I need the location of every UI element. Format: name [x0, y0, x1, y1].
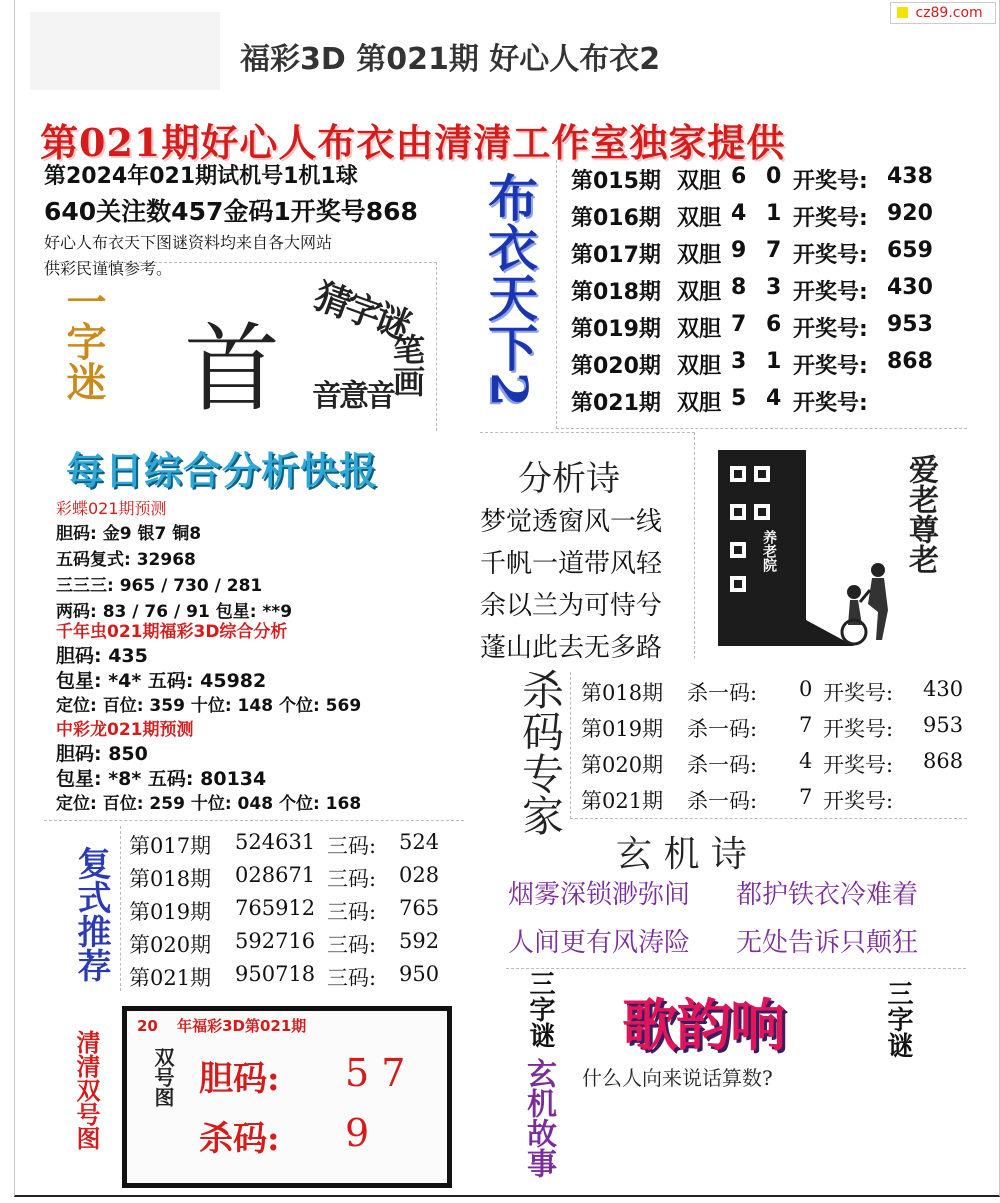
- header-logo-blank: [30, 12, 220, 90]
- history-period: 第015期: [571, 169, 661, 194]
- fushi-row: [121, 826, 461, 859]
- fushi-row: [121, 892, 461, 925]
- fushi-code: 765912: [235, 896, 316, 920]
- intro-line-2: 640关注数457金码1开奖号868: [44, 197, 418, 226]
- fushi-result: 950: [399, 962, 440, 986]
- history-type: 双胆: [677, 317, 722, 342]
- kill-row: [571, 744, 967, 780]
- history-type: 双胆: [677, 354, 722, 379]
- history-row: [557, 197, 967, 234]
- fushi-period: 第019期: [129, 900, 212, 924]
- zhongcailong-dan: 胆码: 850: [56, 743, 148, 765]
- xuanji-poem-line-2b: 无处告诉只颠狂: [736, 928, 919, 958]
- history-result-label: 开奖号:: [793, 243, 868, 268]
- fushi-period: 第018期: [129, 867, 212, 891]
- riddle-one-hint-3: 音意音: [312, 379, 393, 414]
- analysis-poem-title: 分析诗: [518, 459, 620, 499]
- qiannian-bao: 包星: *4* 五码: 45982: [56, 670, 267, 692]
- fushi-result-label: 三码:: [327, 933, 377, 957]
- fushi-result: 592: [399, 929, 440, 953]
- history-period: 第021期: [571, 391, 661, 416]
- intro-block: [44, 160, 464, 278]
- intro-line-3: 好心人布衣天下图谜资料均来自各大网站: [44, 233, 333, 252]
- qingqing-dan-label: 胆码:: [199, 1059, 280, 1099]
- analysis-poem-line: 梦觉透窗风一线: [480, 507, 663, 537]
- history-row: [557, 160, 967, 197]
- fushi-row: [121, 859, 461, 892]
- kill-result-label: 开奖号:: [823, 717, 894, 741]
- history-result: 953: [887, 312, 933, 337]
- xuanji-poem-title: 玄 机 诗: [616, 834, 747, 875]
- elder-care-image: [704, 440, 948, 660]
- kill-num: 4: [799, 749, 813, 773]
- fushi-result: 524: [399, 830, 440, 854]
- fushi-code: 950718: [235, 962, 316, 986]
- kill-expert-label: 杀码专家: [516, 668, 565, 836]
- qingqing-card: [122, 1006, 452, 1188]
- kill-type: 杀一码:: [687, 717, 758, 741]
- watermark-text: cz89.com: [915, 5, 983, 21]
- caidie-three: 三三三: 965 / 730 / 281: [56, 576, 263, 596]
- kill-row: [571, 672, 967, 708]
- history-period: 第018期: [571, 280, 661, 305]
- intro-line-1: 第2024年021期试机号1机1球: [44, 164, 358, 189]
- riddle-one-hint-2: 笔画: [388, 333, 426, 397]
- history-period: 第020期: [571, 354, 661, 379]
- kill-row: [571, 708, 967, 744]
- kill-num: 7: [799, 713, 813, 737]
- qiannian-title: 千年虫021期福彩3D综合分析: [56, 622, 288, 642]
- history-type: 双胆: [677, 169, 722, 194]
- history-row: [557, 345, 967, 382]
- fushi-result: 765: [399, 896, 440, 920]
- qingqing-card-title: [137, 1015, 306, 1036]
- history-nums: 7 6: [731, 312, 788, 337]
- history-type: 双胆: [677, 280, 722, 305]
- kill-period: 第020期: [581, 753, 664, 777]
- fushi-result-label: 三码:: [327, 834, 377, 858]
- kill-result: 953: [923, 713, 964, 737]
- three-riddle-story-label: 玄机故事: [521, 1058, 556, 1178]
- fushi-result-label: 三码:: [327, 966, 377, 990]
- qingqing-card-side: 双号图: [151, 1047, 175, 1107]
- elder-care-sign: 养老院: [761, 530, 777, 572]
- caidie-two: 两码: 83 / 76 / 91 包星: **9: [56, 602, 293, 622]
- analysis-poem-line: 蓬山此去无多路: [480, 633, 663, 663]
- kill-result-label: 开奖号:: [823, 789, 894, 813]
- history-period: 第017期: [571, 243, 661, 268]
- riddle-one-hint-1: 猜字谜: [308, 274, 414, 348]
- fushi-row: [121, 925, 461, 958]
- kill-period: 第021期: [581, 789, 664, 813]
- zhongcailong-title: 中彩龙021期预测: [56, 720, 194, 740]
- history-result: 438: [887, 164, 933, 189]
- history-result-label: 开奖号:: [793, 169, 868, 194]
- history-table: [556, 160, 967, 429]
- three-riddle-question: 什么人向来说话算数?: [582, 1066, 773, 1090]
- kill-type: 杀一码:: [687, 753, 758, 777]
- fushi-table: [120, 826, 461, 991]
- fushi-label: 复式推荐: [71, 846, 111, 982]
- xuanji-poem-line-1a: 烟雾深锁渺弥间: [508, 880, 691, 910]
- history-period: 第019期: [571, 317, 661, 342]
- three-riddle-right-label: 三字谜: [883, 980, 913, 1058]
- history-row: [557, 308, 967, 345]
- qingqing-label: 清清双号图: [72, 1030, 101, 1150]
- fushi-code: 524631: [235, 830, 316, 854]
- qingqing-sha-value: 9: [345, 1111, 370, 1155]
- zhongcailong-ding: 定位: 百位: 259 十位: 048 个位: 168: [56, 794, 362, 814]
- history-type: 双胆: [677, 206, 722, 231]
- history-result: 868: [887, 349, 933, 374]
- xuanji-poem-box: [504, 820, 966, 966]
- qingqing-sha-label: 杀码:: [199, 1119, 280, 1159]
- history-result-label: 开奖号:: [793, 280, 868, 305]
- fushi-period: 第021期: [129, 966, 212, 990]
- history-type: 双胆: [677, 391, 722, 416]
- history-result-label: 开奖号:: [793, 354, 868, 379]
- history-result-label: 开奖号:: [793, 206, 868, 231]
- riddle-one-main-char: 首: [184, 313, 280, 425]
- caidie-block: [56, 497, 466, 625]
- qiannian-block: [56, 620, 466, 718]
- kill-type: 杀一码:: [687, 681, 758, 705]
- analysis-poem-line: 余以兰为可恃兮: [480, 591, 663, 621]
- fushi-result: 028: [399, 863, 440, 887]
- qingqing-dan-value: 5 7: [345, 1051, 406, 1095]
- kill-period: 第019期: [581, 717, 664, 741]
- qingqing-card-title-a: 20: [137, 1017, 158, 1035]
- caidie-five: 五码复式: 32968: [56, 550, 196, 570]
- analysis-poem-line: 千帆一道带风轻: [480, 549, 663, 579]
- history-result-label: 开奖号:: [793, 391, 868, 416]
- history-period: 第016期: [571, 206, 661, 231]
- caidie-dan: 胆码: 金9 银7 铜8: [56, 524, 202, 544]
- history-result: 430: [887, 275, 933, 300]
- qingqing-card-title-b: 年福彩3D第021期: [177, 1017, 307, 1035]
- fushi-row: [121, 958, 461, 991]
- qiannian-ding: 定位: 百位: 359 十位: 148 个位: 569: [56, 696, 362, 716]
- history-nums: 6 0: [731, 164, 788, 189]
- daily-report-title: 每日综合分析快报: [66, 448, 379, 493]
- fushi-period: 第017期: [129, 834, 212, 858]
- riddle-one-box: [44, 262, 437, 431]
- history-type: 双胆: [677, 243, 722, 268]
- history-row: [557, 271, 967, 308]
- history-nums: 3 1: [731, 349, 788, 374]
- xuanji-poem-line-1b: 都护铁衣冷难着: [736, 880, 919, 910]
- fushi-period: 第020期: [129, 933, 212, 957]
- caidie-title: 彩蝶021期预测: [56, 499, 167, 518]
- fushi-result-label: 三码:: [327, 867, 377, 891]
- zhongcailong-block: [56, 718, 466, 816]
- kill-result: 430: [923, 677, 964, 701]
- fushi-result-label: 三码:: [327, 900, 377, 924]
- kill-row: [571, 780, 967, 816]
- kill-num: 0: [799, 677, 813, 701]
- history-nums: 5 4: [731, 386, 788, 411]
- fushi-code: 028671: [235, 863, 316, 887]
- history-nums: 9 7: [731, 238, 788, 263]
- history-result: 659: [887, 238, 933, 263]
- three-riddle-left-label: 三字谜: [525, 970, 555, 1048]
- kill-result-label: 开奖号:: [823, 753, 894, 777]
- three-riddle-title: 歌韵响: [622, 994, 784, 1059]
- history-nums: 4 1: [731, 201, 788, 226]
- kill-num: 7: [799, 785, 813, 809]
- history-row: [557, 234, 967, 271]
- watermark-dot-icon: [897, 7, 908, 18]
- elder-care-caption: 爱老尊老: [903, 454, 938, 574]
- analysis-poem-box: [480, 432, 695, 663]
- zhongcailong-bao: 包星: *8* 五码: 80134: [56, 768, 267, 790]
- page-title: 福彩3D 第021期 好心人布衣2: [240, 42, 661, 77]
- kill-type: 杀一码:: [687, 789, 758, 813]
- history-row: [557, 382, 967, 419]
- kill-expert-table: [570, 672, 967, 819]
- kill-result: 868: [923, 749, 964, 773]
- vertical-title: 布衣天下2: [480, 172, 539, 407]
- xuanji-poem-line-2a: 人间更有风涛险: [508, 928, 691, 958]
- kill-period: 第018期: [581, 681, 664, 705]
- history-nums: 8 3: [731, 275, 788, 300]
- history-result-label: 开奖号:: [793, 317, 868, 342]
- fushi-code: 592716: [235, 929, 316, 953]
- banner: 第021期好心人布衣由清清工作室独家提供: [40, 120, 786, 165]
- watermark[interactable]: [890, 2, 996, 24]
- history-result: 920: [887, 201, 933, 226]
- qiannian-dan: 胆码: 435: [56, 645, 148, 667]
- intro-line-4: 供彩民谨慎参考。: [44, 259, 173, 278]
- riddle-one-label: 一字迷: [60, 281, 107, 401]
- kill-result-label: 开奖号:: [823, 681, 894, 705]
